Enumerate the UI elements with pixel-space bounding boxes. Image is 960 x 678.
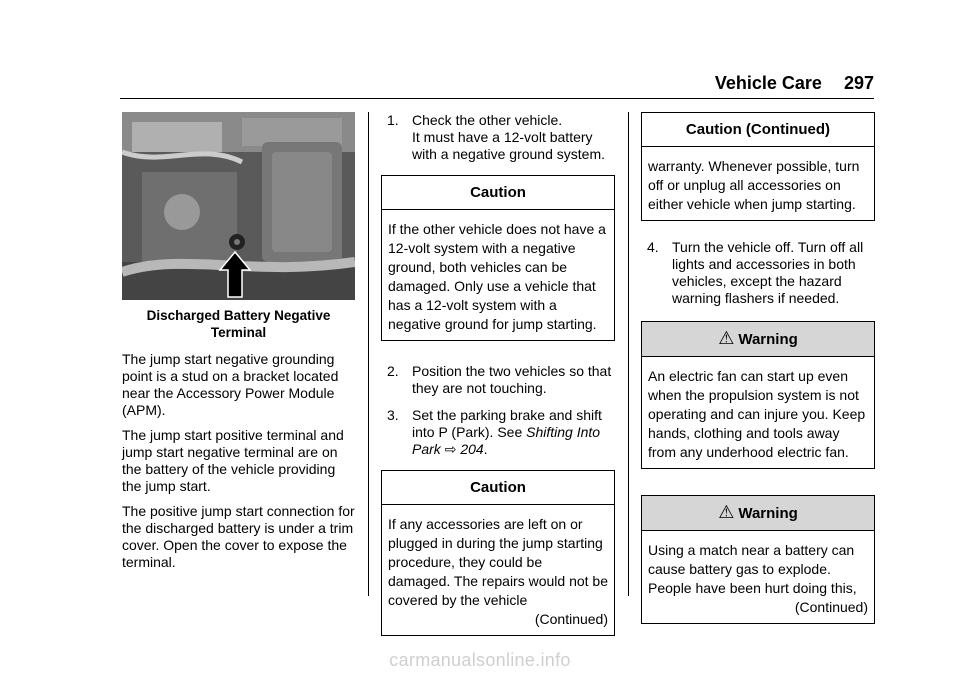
cross-reference-link[interactable]: Shifting Into Park [412, 424, 601, 457]
section-title: Vehicle Care [714, 73, 822, 93]
column-2 [381, 112, 615, 636]
column-divider-2 [628, 112, 629, 596]
caution-title: Caution [382, 471, 614, 505]
figure-caption-line-1: Discharged Battery Negative [146, 308, 331, 323]
watermark: carmanualsonline.info [389, 650, 571, 670]
caution-continued-box [641, 112, 875, 221]
figure-caption-line-2: Terminal [210, 325, 267, 340]
figure-caption [122, 307, 355, 341]
caution-body: If the other vehicle does not have a 12-volt system with a negative ground, both vehicles can be damaged. Only use a vehicle that has a 12-volt system with a negative ground for jump starting. [388, 221, 606, 332]
column-3 [641, 112, 875, 624]
continued-label: (Continued) [534, 611, 608, 627]
page-number: 297 [843, 73, 874, 93]
step-number: 2. [387, 363, 399, 379]
step-end: . [483, 441, 488, 457]
caution-body [382, 505, 614, 635]
step-text: Set the parking brake and shift into P (Park). See [412, 407, 602, 440]
warning-text: Using a match near a battery can cause battery gas to explode. People have been hurt doing this, [648, 542, 857, 596]
caution-title: Caution [382, 176, 614, 210]
step-number: 1. [387, 112, 399, 128]
caution-box-2 [381, 470, 615, 636]
header-rule [120, 98, 874, 99]
step-number: 4. [647, 239, 659, 255]
warning-icon: ⚠ [718, 328, 735, 348]
warning-header [642, 496, 874, 531]
warning-header [642, 322, 874, 357]
step-2 [381, 363, 615, 397]
step-3 [381, 407, 615, 458]
cross-reference-page[interactable]: 204 [460, 441, 484, 457]
page-header [715, 73, 874, 94]
warning-body: An electric fan can start up even when the propulsion system is not operating and can injure you. Keep hands, clothing and tools away from any underhood electric fan. [648, 368, 866, 460]
caution-body: warranty. Whenever possible, turn off or unplug all accessories on either vehicle when jump starting. [648, 158, 860, 212]
warning-icon: ⚠ [718, 502, 735, 522]
paragraph: The positive jump start connection for the discharged battery is under a trim cover. Open the cover to expose the terminal. [122, 503, 355, 570]
warning-body [642, 531, 874, 623]
engine-bay-illustration [122, 112, 355, 300]
column-divider-1 [368, 112, 369, 596]
warning-title: Warning [738, 505, 798, 522]
step-1 [381, 112, 615, 163]
caution-box-1 [381, 175, 615, 341]
step-text: Turn the vehicle off. Turn off all lights and accessories in both vehicles, except the hazard warning flashers if needed. [672, 239, 864, 306]
column-1 [122, 112, 355, 571]
step-number: 3. [387, 407, 399, 423]
paragraph: The jump start positive terminal and jump start negative terminal are on the battery of the vehicle providing the jump start. [122, 427, 344, 494]
warning-box-1 [641, 321, 875, 469]
continued-label: (Continued) [794, 599, 868, 615]
warning-box-2 [641, 495, 875, 624]
caution-title: Caution (Continued) [642, 113, 874, 147]
warning-title: Warning [738, 331, 798, 348]
step-text: Check the other vehicle. [412, 112, 563, 128]
caution-text: If any accessories are left on or plugged in during the jump starting procedure, they could be damaged. The repairs would not be covered by the vehicle [388, 516, 608, 608]
paragraph: The jump start negative grounding point is a stud on a bracket located near the Accessory Power Module (APM). [122, 351, 339, 418]
battery-terminal-photo [122, 112, 355, 300]
page-ref-arrow-icon: ⇨ [444, 441, 457, 457]
step-subtext: It must have a 12-volt battery with a negative ground system. [412, 129, 605, 162]
step-4 [641, 239, 875, 307]
step-text: Position the two vehicles so that they are not touching. [412, 363, 612, 396]
